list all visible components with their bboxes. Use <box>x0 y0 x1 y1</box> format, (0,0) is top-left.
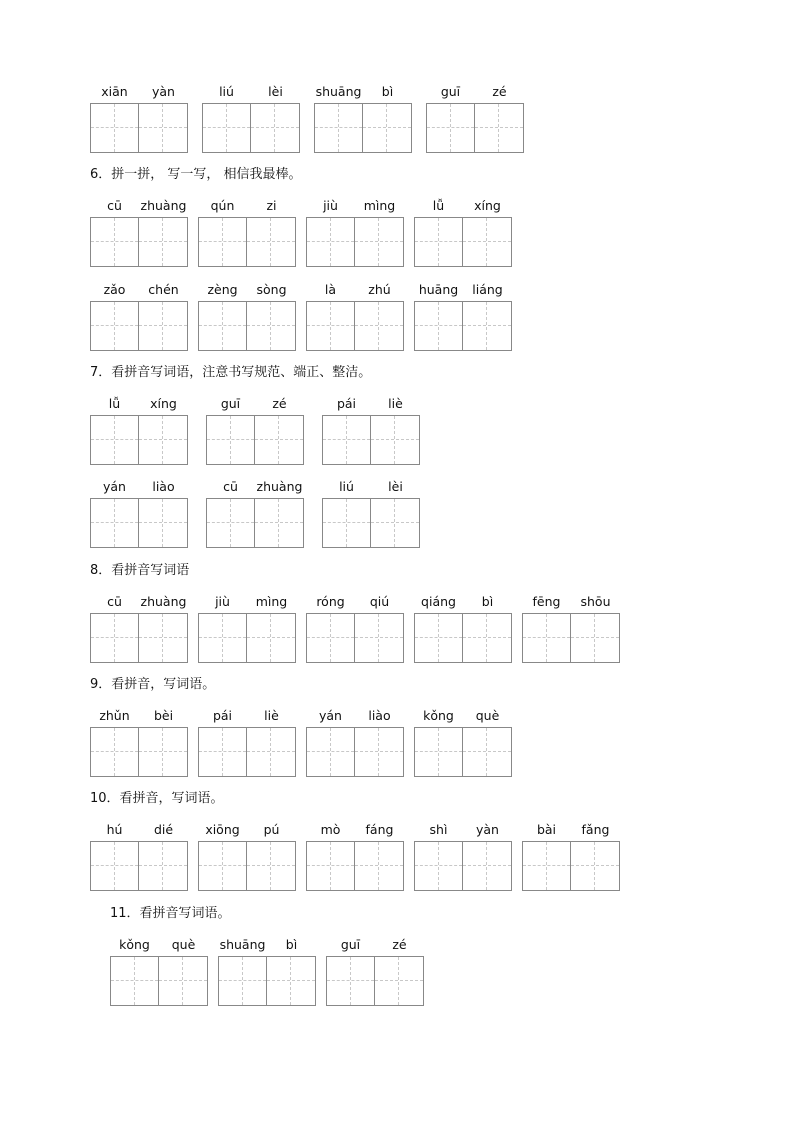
writing-cell[interactable] <box>415 728 463 776</box>
pinyin-syllable: zhuàng <box>256 479 303 494</box>
writing-grid <box>414 301 512 351</box>
pinyin-syllable: cū <box>107 594 122 609</box>
pinyin-syllable: xíng <box>474 198 501 213</box>
writing-cell[interactable] <box>523 842 571 890</box>
writing-grid <box>206 498 304 548</box>
writing-grid <box>306 613 404 663</box>
word-item <box>522 822 620 884</box>
pinyin-syllable: liào <box>368 708 391 723</box>
writing-cell[interactable] <box>415 302 463 350</box>
pinyin-syllable: liáng <box>472 282 503 297</box>
word-item <box>322 396 420 458</box>
writing-cell[interactable] <box>219 957 267 1005</box>
word-item <box>90 479 188 541</box>
writing-cell[interactable] <box>199 218 247 266</box>
writing-grid <box>326 956 424 1006</box>
pinyin-syllable: yàn <box>152 84 175 99</box>
writing-grid <box>198 301 296 351</box>
word-item <box>322 479 420 541</box>
writing-cell[interactable] <box>571 842 619 890</box>
writing-grid <box>306 301 404 351</box>
writing-cell[interactable] <box>91 614 139 662</box>
pinyin-syllable: bì <box>285 937 298 952</box>
pinyin-syllable: shuāng <box>219 937 266 952</box>
word-item <box>198 822 296 884</box>
pinyin-syllable: shì <box>429 822 448 837</box>
writing-cell[interactable] <box>255 416 303 464</box>
writing-grid <box>198 841 296 891</box>
writing-cell[interactable] <box>463 218 511 266</box>
writing-cell[interactable] <box>463 728 511 776</box>
pinyin-syllable: huāng <box>418 282 459 297</box>
pinyin-syllable: liú <box>219 84 234 99</box>
pinyin-syllable: lèi <box>388 479 403 494</box>
writing-cell[interactable] <box>355 842 403 890</box>
pinyin-syllable: chén <box>148 282 179 297</box>
question-8: 8．看拼音写词语 <box>90 563 190 578</box>
pinyin-syllable: róng <box>316 594 345 609</box>
writing-cell[interactable] <box>207 499 255 547</box>
pinyin-syllable: pú <box>263 822 280 837</box>
writing-cell[interactable] <box>91 218 139 266</box>
writing-grid <box>110 956 208 1006</box>
writing-cell[interactable] <box>199 842 247 890</box>
pinyin-syllable: qiáng <box>421 594 456 609</box>
writing-cell[interactable] <box>355 614 403 662</box>
writing-cell[interactable] <box>91 842 139 890</box>
word-item <box>522 594 620 656</box>
word-item <box>90 822 188 884</box>
pinyin-syllable: fǎng <box>581 822 610 837</box>
pinyin-syllable: zhuàng <box>140 198 187 213</box>
word-item <box>314 84 412 146</box>
writing-grid <box>414 727 512 777</box>
writing-cell[interactable] <box>463 614 511 662</box>
word-item <box>326 937 424 999</box>
writing-grid <box>314 103 412 153</box>
writing-grid <box>90 301 188 351</box>
pinyin-syllable: là <box>324 282 337 297</box>
pinyin-syllable: kǒng <box>423 708 454 723</box>
pinyin-syllable: zhuàng <box>140 594 187 609</box>
pinyin-syllable: kǒng <box>119 937 150 952</box>
writing-grid <box>198 727 296 777</box>
word-item <box>218 937 316 999</box>
word-item <box>414 594 512 656</box>
writing-grid <box>306 841 404 891</box>
writing-grid <box>414 613 512 663</box>
writing-grid <box>522 613 620 663</box>
writing-cell[interactable] <box>323 499 371 547</box>
pinyin-syllable: zèng <box>207 282 238 297</box>
word-item <box>90 282 188 344</box>
word-item <box>414 198 512 260</box>
writing-grid <box>522 841 620 891</box>
writing-cell[interactable] <box>415 842 463 890</box>
pinyin-syllable: zhú <box>368 282 391 297</box>
pinyin-syllable: yán <box>103 479 126 494</box>
question-11: 11．看拼音写词语。 <box>110 906 231 921</box>
pinyin-syllable: zhǔn <box>99 708 130 723</box>
word-item <box>198 282 296 344</box>
writing-grid <box>306 217 404 267</box>
pinyin-syllable: pái <box>336 396 357 411</box>
pinyin-syllable: pái <box>212 708 233 723</box>
pinyin-syllable: bì <box>481 594 494 609</box>
word-item <box>306 708 404 770</box>
pinyin-syllable: shuāng <box>315 84 362 99</box>
writing-cell[interactable] <box>247 614 295 662</box>
word-item <box>306 594 404 656</box>
writing-cell[interactable] <box>571 614 619 662</box>
writing-cell[interactable] <box>247 728 295 776</box>
writing-cell[interactable] <box>323 416 371 464</box>
pinyin-syllable: lǚ <box>108 396 121 411</box>
writing-cell[interactable] <box>139 416 187 464</box>
writing-cell[interactable] <box>523 614 571 662</box>
pinyin-syllable: xíng <box>150 396 177 411</box>
writing-cell[interactable] <box>315 104 363 152</box>
pinyin-syllable: cū <box>223 479 238 494</box>
writing-grid <box>90 498 188 548</box>
writing-cell[interactable] <box>251 104 299 152</box>
word-item <box>90 84 188 146</box>
writing-grid <box>426 103 524 153</box>
writing-grid <box>322 498 420 548</box>
writing-grid <box>198 217 296 267</box>
writing-grid <box>90 841 188 891</box>
writing-cell[interactable] <box>371 499 419 547</box>
word-item <box>110 937 208 999</box>
writing-cell[interactable] <box>415 218 463 266</box>
word-item <box>90 708 188 770</box>
writing-grid <box>198 613 296 663</box>
writing-cell[interactable] <box>159 957 207 1005</box>
writing-cell[interactable] <box>199 614 247 662</box>
word-item <box>414 282 512 344</box>
word-item <box>90 396 188 458</box>
pinyin-syllable: bì <box>381 84 394 99</box>
writing-grid <box>202 103 300 153</box>
pinyin-syllable: jiù <box>215 594 230 609</box>
pinyin-syllable: fēng <box>532 594 561 609</box>
pinyin-syllable: sòng <box>256 282 287 297</box>
question-7: 7．看拼音写词语，注意书写规范、端正、整洁。 <box>90 365 372 380</box>
word-item <box>306 822 404 884</box>
pinyin-syllable: xiān <box>101 84 128 99</box>
pinyin-syllable: xiōng <box>205 822 240 837</box>
word-item <box>306 198 404 260</box>
writing-cell[interactable] <box>139 302 187 350</box>
pinyin-syllable: dié <box>153 822 174 837</box>
writing-cell[interactable] <box>91 302 139 350</box>
pinyin-syllable: qiú <box>369 594 390 609</box>
writing-cell[interactable] <box>139 728 187 776</box>
word-item <box>198 708 296 770</box>
writing-cell[interactable] <box>475 104 523 152</box>
writing-grid <box>414 841 512 891</box>
word-item <box>414 708 512 770</box>
writing-cell[interactable] <box>91 416 139 464</box>
word-item <box>202 84 300 146</box>
pinyin-syllable: guī <box>220 396 241 411</box>
pinyin-syllable: lǚ <box>432 198 445 213</box>
writing-cell[interactable] <box>463 302 511 350</box>
word-item <box>90 594 188 656</box>
pinyin-syllable: cū <box>107 198 122 213</box>
writing-cell[interactable] <box>307 728 355 776</box>
pinyin-syllable: lèi <box>268 84 283 99</box>
pinyin-syllable: zǎo <box>103 282 126 297</box>
writing-cell[interactable] <box>463 842 511 890</box>
writing-grid <box>90 727 188 777</box>
pinyin-syllable: qún <box>210 198 235 213</box>
word-item <box>426 84 524 146</box>
writing-cell[interactable] <box>307 842 355 890</box>
pinyin-syllable: mò <box>320 822 341 837</box>
pinyin-syllable: liú <box>339 479 354 494</box>
writing-grid <box>90 217 188 267</box>
writing-cell[interactable] <box>371 416 419 464</box>
word-item <box>414 822 512 884</box>
pinyin-syllable: yán <box>319 708 342 723</box>
writing-cell[interactable] <box>111 957 159 1005</box>
writing-cell[interactable] <box>91 104 139 152</box>
pinyin-syllable: bài <box>536 822 557 837</box>
writing-cell[interactable] <box>307 614 355 662</box>
pinyin-syllable: shōu <box>580 594 611 609</box>
word-item <box>206 396 304 458</box>
pinyin-syllable: mìng <box>255 594 288 609</box>
writing-cell[interactable] <box>247 842 295 890</box>
question-10: 10．看拼音，写词语。 <box>90 791 224 806</box>
writing-grid <box>414 217 512 267</box>
pinyin-syllable: hú <box>106 822 123 837</box>
writing-cell[interactable] <box>203 104 251 152</box>
writing-cell[interactable] <box>267 957 315 1005</box>
writing-cell[interactable] <box>139 614 187 662</box>
writing-cell[interactable] <box>307 218 355 266</box>
writing-cell[interactable] <box>199 302 247 350</box>
writing-cell[interactable] <box>307 302 355 350</box>
word-item <box>90 198 188 260</box>
writing-cell[interactable] <box>139 218 187 266</box>
pinyin-syllable: zé <box>272 396 287 411</box>
pinyin-syllable: jiù <box>323 198 338 213</box>
writing-cell[interactable] <box>415 614 463 662</box>
writing-cell[interactable] <box>355 302 403 350</box>
writing-grid <box>90 415 188 465</box>
writing-cell[interactable] <box>139 104 187 152</box>
writing-cell[interactable] <box>375 957 423 1005</box>
pinyin-syllable: liè <box>388 396 403 411</box>
writing-grid <box>90 613 188 663</box>
word-item <box>198 594 296 656</box>
pinyin-syllable: guī <box>440 84 461 99</box>
writing-cell[interactable] <box>355 728 403 776</box>
pinyin-syllable: zé <box>492 84 507 99</box>
question-9: 9．看拼音，写词语。 <box>90 677 216 692</box>
writing-cell[interactable] <box>363 104 411 152</box>
pinyin-syllable: què <box>475 708 500 723</box>
writing-cell[interactable] <box>427 104 475 152</box>
writing-grid <box>90 103 188 153</box>
writing-cell[interactable] <box>255 499 303 547</box>
word-item <box>198 198 296 260</box>
pinyin-syllable: liào <box>152 479 175 494</box>
question-6: 6．拼一拼， 写一写， 相信我最棒。 <box>90 167 302 182</box>
pinyin-syllable: fáng <box>365 822 394 837</box>
writing-cell[interactable] <box>247 302 295 350</box>
word-item <box>206 479 304 541</box>
writing-cell[interactable] <box>199 728 247 776</box>
writing-cell[interactable] <box>327 957 375 1005</box>
writing-cell[interactable] <box>139 499 187 547</box>
writing-grid <box>306 727 404 777</box>
writing-grid <box>206 415 304 465</box>
pinyin-syllable: liè <box>264 708 279 723</box>
writing-cell[interactable] <box>91 499 139 547</box>
writing-cell[interactable] <box>139 842 187 890</box>
pinyin-syllable: guī <box>340 937 361 952</box>
writing-cell[interactable] <box>91 728 139 776</box>
word-item <box>306 282 404 344</box>
writing-cell[interactable] <box>355 218 403 266</box>
pinyin-syllable: yàn <box>476 822 499 837</box>
writing-cell[interactable] <box>207 416 255 464</box>
pinyin-syllable: mìng <box>363 198 396 213</box>
writing-grid <box>218 956 316 1006</box>
pinyin-syllable: zé <box>392 937 407 952</box>
writing-cell[interactable] <box>247 218 295 266</box>
pinyin-syllable: què <box>171 937 196 952</box>
pinyin-syllable: bèi <box>153 708 174 723</box>
pinyin-syllable: zi <box>266 198 277 213</box>
writing-grid <box>322 415 420 465</box>
